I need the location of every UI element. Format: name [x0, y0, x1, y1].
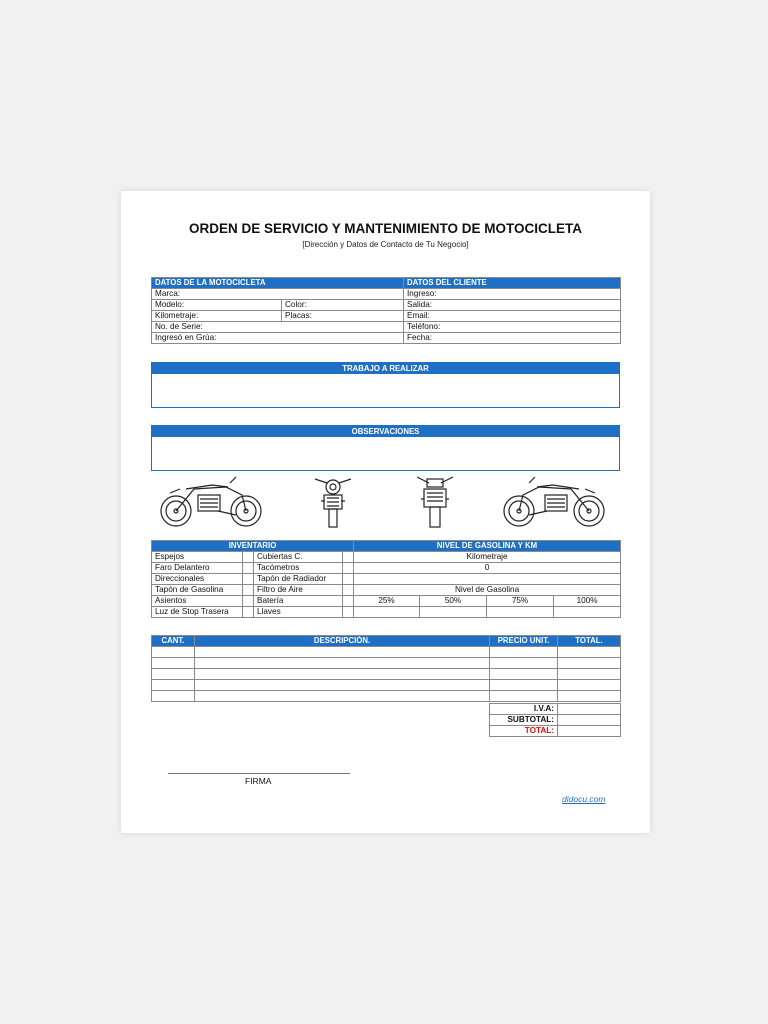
inventory-check[interactable] [343, 585, 354, 596]
total-cell[interactable] [558, 680, 621, 691]
inventory-check[interactable] [343, 552, 354, 563]
field-fecha[interactable]: Fecha: [404, 333, 621, 344]
inventory-item: Luz de Stop Trasera [152, 607, 243, 618]
fuel-heading: NIVEL DE GASOLINA Y KM [354, 541, 621, 552]
inventory-item: Batería [254, 596, 343, 607]
field-marca[interactable]: Marca: [152, 289, 404, 300]
inventory-item: Espejos [152, 552, 243, 563]
inventory-item: Llaves [254, 607, 343, 618]
inventory-heading: INVENTARIO [152, 541, 354, 552]
fuel-level-75[interactable]: 75% [487, 596, 554, 607]
inventory-item: Tapón de Radiador [254, 574, 343, 585]
inventory-check[interactable] [343, 563, 354, 574]
km-value[interactable]: 0 [354, 563, 621, 574]
fuel-level-label: Nivel de Gasolina [354, 585, 621, 596]
price-cell[interactable] [490, 647, 558, 658]
subtotal-value[interactable] [558, 715, 621, 726]
field-placas[interactable]: Placas: [282, 311, 404, 322]
desc-cell[interactable] [195, 669, 490, 680]
qty-cell[interactable] [152, 680, 195, 691]
totals-table [489, 703, 621, 737]
table-row [152, 680, 621, 691]
observations-box[interactable] [151, 425, 620, 471]
desc-cell[interactable] [195, 691, 490, 702]
fuel-cell[interactable] [354, 607, 420, 618]
col-qty: CANT. [152, 636, 195, 647]
motorcycle-left-side-icon [156, 475, 266, 529]
fuel-blank [354, 574, 621, 585]
fuel-cell[interactable] [554, 607, 621, 618]
price-cell[interactable] [490, 658, 558, 669]
price-cell[interactable] [490, 669, 558, 680]
work-heading: TRABAJO A REALIZAR [152, 363, 619, 374]
inventory-item: Asientos [152, 596, 243, 607]
inventory-check[interactable] [343, 574, 354, 585]
motorcycle-front-icon [311, 471, 355, 529]
iva-label: I.V.A: [490, 704, 558, 715]
total-cell[interactable] [558, 647, 621, 658]
table-row [152, 691, 621, 702]
field-grua[interactable]: Ingresó en Grúa: [152, 333, 404, 344]
fuel-level-100[interactable]: 100% [554, 596, 621, 607]
inventory-item: Tapón de Gasolina [152, 585, 243, 596]
qty-cell[interactable] [152, 669, 195, 680]
field-email[interactable]: Email: [404, 311, 621, 322]
field-color[interactable]: Color: [282, 300, 404, 311]
table-row [152, 669, 621, 680]
qty-cell[interactable] [152, 691, 195, 702]
fuel-cell[interactable] [487, 607, 554, 618]
inventory-item: Faro Delantero [152, 563, 243, 574]
iva-value[interactable] [558, 704, 621, 715]
client-heading: DATOS DEL CLIENTE [404, 278, 621, 289]
inventory-check[interactable] [243, 585, 254, 596]
signature-label: FIRMA [245, 776, 272, 786]
qty-cell[interactable] [152, 647, 195, 658]
fuel-cell[interactable] [420, 607, 487, 618]
desc-cell[interactable] [195, 647, 490, 658]
field-kilometraje[interactable]: Kilometraje: [152, 311, 282, 322]
total-value[interactable] [558, 726, 621, 737]
field-ingreso[interactable]: Ingreso: [404, 289, 621, 300]
service-order-sheet [121, 191, 650, 833]
subtotal-label: SUBTOTAL: [490, 715, 558, 726]
desc-cell[interactable] [195, 658, 490, 669]
price-cell[interactable] [490, 680, 558, 691]
qty-cell[interactable] [152, 658, 195, 669]
total-cell[interactable] [558, 691, 621, 702]
inventory-check[interactable] [243, 552, 254, 563]
field-modelo[interactable]: Modelo: [152, 300, 282, 311]
desc-cell[interactable] [195, 680, 490, 691]
inventory-check[interactable] [243, 563, 254, 574]
inventory-item: Direccionales [152, 574, 243, 585]
vehicle-heading: DATOS DE LA MOTOCICLETA [152, 278, 404, 289]
field-serie[interactable]: No. de Serie: [152, 322, 404, 333]
inventory-check[interactable] [243, 596, 254, 607]
col-total: TOTAL. [558, 636, 621, 647]
page-subtitle: [Dirección y Datos de Contacto de Tu Negocio] [302, 240, 469, 249]
motorcycle-diagrams [151, 471, 611, 531]
total-cell[interactable] [558, 669, 621, 680]
inventory-check[interactable] [243, 607, 254, 618]
work-box[interactable] [151, 362, 620, 408]
fuel-level-25[interactable]: 25% [354, 596, 420, 607]
page-title: ORDEN DE SERVICIO Y MANTENIMIENTO DE MOTOCICLETA [188, 221, 583, 236]
price-cell[interactable] [490, 691, 558, 702]
inventory-item: Filtro de Aire [254, 585, 343, 596]
items-table [151, 635, 621, 702]
inventory-fuel-table [151, 540, 621, 618]
col-price: PRECIO UNIT. [490, 636, 558, 647]
table-row [152, 658, 621, 669]
total-label: TOTAL: [490, 726, 558, 737]
fuel-level-50[interactable]: 50% [420, 596, 487, 607]
inventory-check[interactable] [243, 574, 254, 585]
motorcycle-rear-icon [413, 471, 457, 529]
inventory-item: Tacómetros [254, 563, 343, 574]
inventory-item: Cubiertas C. [254, 552, 343, 563]
field-salida[interactable]: Salida: [404, 300, 621, 311]
observations-heading: OBSERVACIONES [152, 426, 619, 437]
total-cell[interactable] [558, 658, 621, 669]
vehicle-client-table [151, 277, 621, 344]
inventory-check[interactable] [343, 607, 354, 618]
inventory-check[interactable] [343, 596, 354, 607]
km-label: Kilometraje [354, 552, 621, 563]
motorcycle-right-side-icon [499, 475, 609, 529]
col-desc: DESCRIPCIÓN. [195, 636, 490, 647]
brand-link[interactable]: didocu.com [562, 794, 606, 804]
signature-line [168, 773, 350, 774]
table-row [152, 647, 621, 658]
field-telefono[interactable]: Teléfono: [404, 322, 621, 333]
